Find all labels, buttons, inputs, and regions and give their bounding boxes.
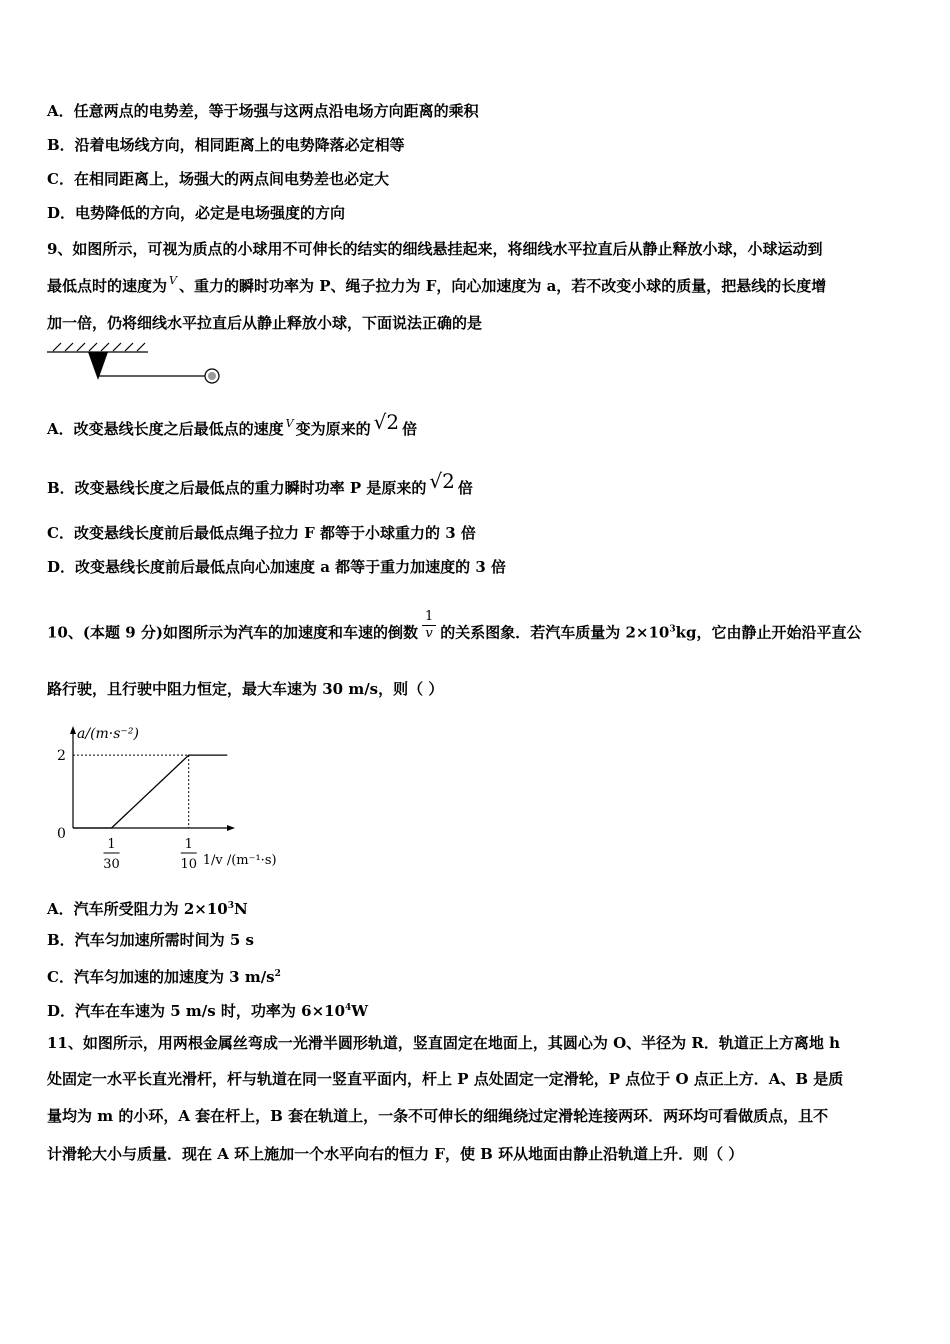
q9-stem-line3: 加一倍，仍将细线水平拉直后从静止释放小球，下面说法正确的是 [47,314,483,332]
q9-option-b: B．改变悬线长度之后最低点的重力瞬时功率 P 是原来的 √2 倍 [47,469,473,497]
q11-stem-line1: 11、如图所示，用两根金属丝弯成一光滑半圆形轨道，竖直固定在地面上，其圆心为 O、半径为 R．轨道正上方离地 h [47,1034,840,1052]
q11-stem-line3: 量均为 m 的小环，A 套在杆上，B 套在轨道上，一条不可伸长的细绳绕过定滑轮连接两环．两环均可看做质点，且不 [47,1107,829,1125]
q8-option-b: B．沿着电场线方向，相同距离上的电势降落必定相等 [47,136,405,154]
q9-option-d: D．改变悬线长度前后最低点向心加速度 a 都等于重力加速度的 3 倍 [47,558,507,576]
fraction-one-over-v: $\frac{1}{v}$ [422,609,436,642]
q11-stem-line2: 处固定一水平长直光滑杆，杆与轨道在同一竖直平面内，杆上 P 点处固定一定滑轮，P 点位于 O 点正上方．A、B 是质 [47,1070,844,1088]
q10-option-c: C．汽车匀加速的加速度为 3 $m/s^2$ [47,968,281,986]
x-axis-label: 1/v /(m⁻¹·s) [202,853,277,868]
q10-option-d: D．汽车在车速为 5 m/s 时，功率为 $6\times 10^4W$ [47,1002,369,1020]
ceiling-hatching [53,343,145,351]
q8-option-c: C．在相同距离上，场强大的两点间电势差也必定大 [47,170,389,188]
data-series-line [73,755,227,828]
acceleration-chart [45,712,285,882]
x-tick-numerator-1: 1 [184,837,193,852]
q11-stem-line4: 计滑轮大小与质量．现在 A 环上施加一个水平向右的恒力 F，使 B 环从地面由静止沿轨道上升．则（ ） [47,1145,744,1163]
x-tick-denominator-1: 10 [180,857,197,872]
sqrt2: √2 [373,410,400,434]
q9-option-a: A．改变悬线长度之后最低点的速度 $^V$ 变为原来的 √2 倍 [47,410,418,438]
q10-stem-line1: 10、(本题 9 分)如图所示为汽车的加速度和车速的倒数 $\frac{1}{v}$ 的关系图象．若汽车质量为 $2\times 10^3kg$，它由静止开始沿平直公 [47,609,862,642]
q10-option-b: B．汽车匀加速所需时间为 5 s [47,931,255,949]
x-tick-numerator-0: 1 [107,837,116,852]
q8-option-a: A．任意两点的电势差，等于场强与这两点沿电场方向距离的乘积 [47,102,479,120]
q8-option-d: D．电势降低的方向，必定是电场强度的方向 [47,204,346,222]
ball-shading [208,372,216,380]
y-axis-arrow [70,726,76,734]
velocity-symbol: V [169,274,177,287]
y-axis-label: a/(m·s⁻²) [77,726,139,742]
q9-stem-line1: 9、如图所示，可视为质点的小球用不可伸长的结实的细线悬挂起来，将细线水平拉直后从静止释放小球，小球运动到 [47,240,823,258]
q10-stem-line2: 路行驶，且行驶中阻力恒定，最大车速为 30 m/s，则（ ） [47,680,444,698]
x-axis-arrow [227,825,235,831]
sqrt2: √2 [429,469,455,493]
y-tick-label: 2 [57,748,66,765]
q9-option-c: C．改变悬线长度前后最低点绳子拉力 F 都等于小球重力的 3 倍 [47,524,476,542]
x-tick-denominator-0: 30 [103,857,120,872]
q9-stem-line2: 最低点时的速度为 $^V$ 、重力的瞬时功率为 P、绳子拉力为 F，向心加速度为 a，若不改变小球的质量，把悬线的长度增 [47,274,827,295]
pendulum-figure [45,340,225,390]
origin-label: 0 [57,826,66,842]
q10-option-a: A．汽车所受阻力为 $2\times 10^3N$ [47,900,248,918]
